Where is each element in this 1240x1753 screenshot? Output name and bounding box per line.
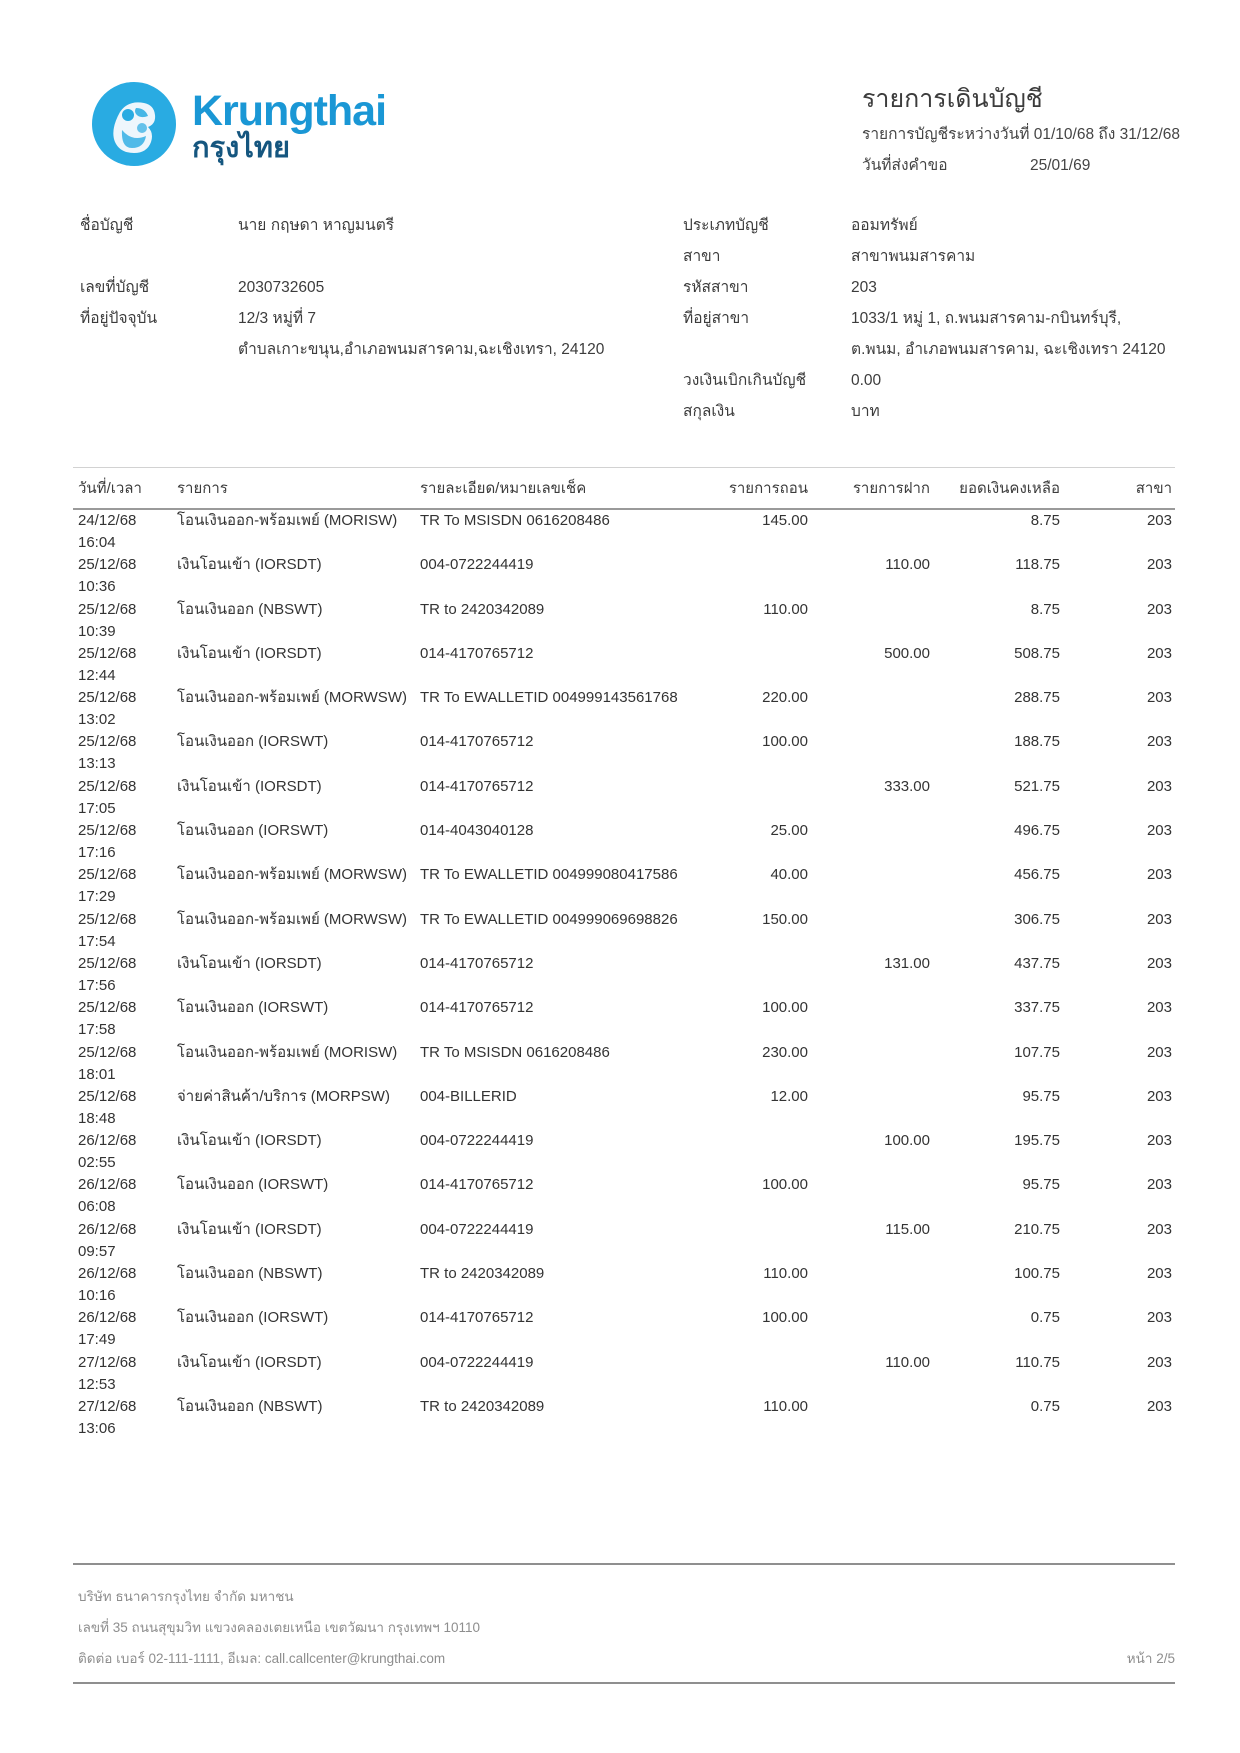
table-row <box>73 510 1175 554</box>
account-field-label <box>80 241 238 272</box>
cell-date: 26/12/68 <box>78 1176 137 1194</box>
cell-time: 18:01 <box>78 1065 116 1083</box>
cell-description: โอนเงินออก-พร้อมเพย์ (MORISW) <box>177 512 398 529</box>
cell-deposit <box>808 1263 930 1285</box>
cell-withdrawal <box>620 1352 808 1374</box>
cell-deposit <box>808 864 930 886</box>
table-row <box>73 1042 1175 1086</box>
cell-date: 25/12/68 <box>78 733 137 751</box>
account-field-value: 1033/1 หมู่ 1, ถ.พนมสารคาม-กบินทร์บุรี, <box>851 310 1122 327</box>
cell-branch: 203 <box>1146 644 1172 662</box>
cell-time: 02:55 <box>78 1154 116 1172</box>
footer-company: บริษัท ธนาคารกรุงไทย จำกัด มหาชน <box>78 1589 294 1605</box>
account-field-label: สกุลเงิน <box>683 403 735 420</box>
cell-time: 17:58 <box>78 1021 116 1039</box>
cell-time: 16:04 <box>78 534 116 551</box>
cell-withdrawal: 100.00 <box>762 999 808 1017</box>
table-row <box>73 1396 1175 1440</box>
cell-deposit <box>808 997 930 1019</box>
table-row <box>73 731 1175 775</box>
page-title: รายการเดินบัญชี <box>862 85 1043 113</box>
cell-time: 17:49 <box>78 1331 116 1349</box>
cell-description: โอนเงินออก (NBSWT) <box>177 600 323 618</box>
cell-description: เงินโอนเข้า (IORSDT) <box>177 1132 322 1150</box>
statement-header <box>0 0 1240 210</box>
cell-withdrawal <box>620 643 808 665</box>
cell-branch: 203 <box>1146 954 1172 972</box>
cell-branch: 203 <box>1146 1132 1172 1150</box>
table-row <box>73 953 1175 997</box>
cell-time: 12:44 <box>78 666 116 684</box>
account-field-value: บาท <box>851 403 880 420</box>
cell-detail: TR to 2420342089 <box>420 600 545 618</box>
cell-withdrawal: 12.00 <box>770 1087 808 1105</box>
account-field-value: 0.00 <box>851 372 882 389</box>
column-header-branch: สาขา <box>1135 480 1172 497</box>
page-number: หน้า 2/5 <box>1126 1651 1175 1667</box>
cell-detail: TR to 2420342089 <box>420 1397 545 1415</box>
cell-deposit <box>808 1174 930 1196</box>
account-field-value: 2030732605 <box>238 279 325 296</box>
cell-time: 10:39 <box>78 622 116 640</box>
account-field-value: ต.พนม, อำเภอพนมสารคาม, ฉะเชิงเทรา 24120 <box>851 341 1166 358</box>
cell-date: 25/12/68 <box>78 600 137 618</box>
account-field-label <box>80 334 238 365</box>
account-field-label <box>80 396 238 427</box>
cell-deposit <box>808 599 930 621</box>
cell-description: เงินโอนเข้า (IORSDT) <box>177 644 322 662</box>
table-row <box>73 1307 1175 1351</box>
account-field-value <box>238 396 683 427</box>
cell-deposit: 115.00 <box>885 1220 930 1238</box>
cell-balance: 110.75 <box>1015 1353 1060 1371</box>
cell-detail: TR To MSISDN 0616208486 <box>420 1043 610 1061</box>
cell-withdrawal: 110.00 <box>763 600 808 618</box>
cell-detail: TR To EWALLETID 004999069698826 <box>420 910 678 928</box>
cell-deposit: 333.00 <box>884 777 930 795</box>
table-row <box>73 1352 1175 1396</box>
cell-balance: 188.75 <box>1014 733 1060 751</box>
cell-description: โอนเงินออก (IORSWT) <box>177 999 329 1017</box>
statement-period: รายการบัญชีระหว่างวันที่ 01/10/68 ถึง 31/12/68 <box>862 126 1180 143</box>
cell-date: 26/12/68 <box>78 1265 137 1283</box>
account-field-label: เลขที่บัญชี <box>80 279 150 296</box>
cell-branch: 203 <box>1146 999 1172 1017</box>
column-header-deposit: รายการฝาก <box>852 480 930 497</box>
cell-withdrawal: 100.00 <box>762 1176 808 1194</box>
cell-date: 25/12/68 <box>78 822 137 840</box>
cell-branch: 203 <box>1146 1265 1172 1283</box>
cell-detail: 014-4170765712 <box>420 733 534 751</box>
cell-balance: 496.75 <box>1014 822 1060 840</box>
cell-deposit <box>808 820 930 842</box>
account-field-label: ชื่อบัญชี <box>80 217 134 234</box>
cell-description: โอนเงินออก (NBSWT) <box>177 1397 323 1415</box>
cell-branch: 203 <box>1146 556 1172 574</box>
table-row <box>73 997 1175 1041</box>
cell-withdrawal: 110.00 <box>763 1265 808 1283</box>
cell-time: 09:57 <box>78 1242 116 1260</box>
cell-time: 12:53 <box>78 1375 116 1393</box>
table-row <box>73 1130 1175 1174</box>
cell-detail: 014-4043040128 <box>420 822 534 840</box>
cell-detail: 014-4170765712 <box>420 1176 534 1194</box>
cell-deposit <box>808 687 930 709</box>
footer-address: เลขที่ 35 ถนนสุขุมวิท แขวงคลองเตยเหนือ เขตวัฒนา กรุงเทพฯ 10110 <box>78 1620 481 1636</box>
cell-detail: 004-0722244419 <box>420 1353 534 1371</box>
cell-description: เงินโอนเข้า (IORSDT) <box>177 954 322 972</box>
table-row <box>73 864 1175 908</box>
cell-date: 25/12/68 <box>78 954 137 972</box>
cell-branch: 203 <box>1146 1397 1172 1415</box>
account-field-label: วงเงินเบิกเกินบัญชี <box>683 372 807 389</box>
cell-balance: 210.75 <box>1014 1220 1060 1238</box>
cell-detail: 014-4170765712 <box>420 954 534 972</box>
cell-deposit <box>808 1396 930 1418</box>
cell-deposit: 110.00 <box>885 556 930 574</box>
account-field-label <box>683 334 851 365</box>
brand-name-en: Krungthai <box>192 87 387 135</box>
cell-date: 27/12/68 <box>78 1397 137 1415</box>
footer-contact: ติดต่อ เบอร์ 02-111-1111, อีเมล: call.callcenter@krungthai.com <box>78 1651 446 1667</box>
cell-deposit: 100.00 <box>884 1132 930 1150</box>
cell-branch: 203 <box>1146 1176 1172 1194</box>
cell-withdrawal <box>620 1130 808 1152</box>
cell-withdrawal: 220.00 <box>762 689 808 707</box>
cell-description: โอนเงินออก (NBSWT) <box>177 1265 323 1283</box>
cell-branch: 203 <box>1146 512 1172 529</box>
cell-date: 25/12/68 <box>78 999 137 1017</box>
cell-branch: 203 <box>1146 600 1172 618</box>
statement-title-block <box>862 82 1192 177</box>
table-row <box>73 1086 1175 1130</box>
cell-withdrawal: 230.00 <box>762 1043 808 1061</box>
cell-description: โอนเงินออก-พร้อมเพย์ (MORWSW) <box>177 910 407 928</box>
cell-description: จ่ายค่าสินค้า/บริการ (MORPSW) <box>177 1087 390 1105</box>
cell-withdrawal <box>620 776 808 798</box>
cell-deposit <box>808 909 930 931</box>
brand-name-th: กรุงไทย <box>192 132 290 164</box>
cell-deposit: 110.00 <box>885 1353 930 1371</box>
cell-description: โอนเงินออก (IORSWT) <box>177 733 329 751</box>
column-header-date: วันที่/เวลา <box>78 480 142 497</box>
cell-time: 10:36 <box>78 578 116 596</box>
cell-deposit: 500.00 <box>884 644 930 662</box>
account-field-value <box>238 365 683 396</box>
cell-date: 26/12/68 <box>78 1309 137 1327</box>
account-field-label: ที่อยู่ปัจจุบัน <box>80 310 158 327</box>
cell-branch: 203 <box>1146 1353 1172 1371</box>
cell-balance: 8.75 <box>1030 600 1060 618</box>
account-field-value: ตำบลเกาะขนุน,อำเภอพนมสารคาม,ฉะเชิงเทรา, 24120 <box>238 341 605 358</box>
table-row <box>73 1174 1175 1218</box>
cell-date: 27/12/68 <box>78 1353 137 1371</box>
column-header-detail: รายละเอียด/หมายเลขเช็ค <box>420 480 587 497</box>
column-header-balance: ยอดเงินคงเหลือ <box>959 480 1060 497</box>
account-field-value: สาขาพนมสารคาม <box>851 248 976 265</box>
cell-balance: 456.75 <box>1014 866 1060 884</box>
cell-date: 25/12/68 <box>78 689 137 707</box>
cell-detail: TR To MSISDN 0616208486 <box>420 512 610 529</box>
cell-balance: 118.75 <box>1015 556 1060 574</box>
table-row <box>73 687 1175 731</box>
account-field-value: นาย กฤษดา หาญมนตรี <box>238 217 395 234</box>
request-date-value: 25/01/69 <box>1030 157 1091 174</box>
table-row <box>73 554 1175 598</box>
cell-branch: 203 <box>1146 777 1172 795</box>
cell-time: 10:16 <box>78 1287 116 1305</box>
cell-branch: 203 <box>1146 1043 1172 1061</box>
cell-detail: TR to 2420342089 <box>420 1265 545 1283</box>
column-header-description: รายการ <box>177 480 228 497</box>
cell-detail: 004-0722244419 <box>420 556 534 574</box>
cell-balance: 288.75 <box>1014 689 1060 707</box>
cell-withdrawal: 145.00 <box>762 512 808 529</box>
table-row <box>73 776 1175 820</box>
cell-date: 25/12/68 <box>78 1087 137 1105</box>
cell-detail: 014-4170765712 <box>420 644 534 662</box>
account-field-label <box>80 365 238 396</box>
cell-description: โอนเงินออก-พร้อมเพย์ (MORISW) <box>177 1043 398 1061</box>
krungthai-logo-icon <box>92 82 176 166</box>
cell-date: 26/12/68 <box>78 1220 137 1238</box>
cell-detail: 014-4170765712 <box>420 1309 534 1327</box>
cell-date: 25/12/68 <box>78 777 137 795</box>
cell-time: 06:08 <box>78 1198 116 1216</box>
cell-description: โอนเงินออก (IORSWT) <box>177 822 329 840</box>
krungthai-logo <box>92 82 386 166</box>
account-info-grid <box>73 210 1177 427</box>
cell-date: 25/12/68 <box>78 1043 137 1061</box>
cell-description: เงินโอนเข้า (IORSDT) <box>177 777 322 795</box>
cell-description: เงินโอนเข้า (IORSDT) <box>177 556 322 574</box>
cell-date: 25/12/68 <box>78 910 137 928</box>
request-date-row <box>862 155 1192 177</box>
cell-time: 13:02 <box>78 711 116 729</box>
cell-date: 24/12/68 <box>78 512 137 529</box>
cell-balance: 95.75 <box>1022 1087 1060 1105</box>
account-field-value: 203 <box>851 279 877 296</box>
account-field-value: 12/3 หมู่ที่ 7 <box>238 310 317 327</box>
cell-branch: 203 <box>1146 1220 1172 1238</box>
transactions-table <box>73 467 1175 1440</box>
cell-balance: 521.75 <box>1014 777 1060 795</box>
cell-date: 25/12/68 <box>78 866 137 884</box>
cell-branch: 203 <box>1146 866 1172 884</box>
cell-description: โอนเงินออก-พร้อมเพย์ (MORWSW) <box>177 866 407 884</box>
cell-deposit <box>808 731 930 753</box>
cell-branch: 203 <box>1146 689 1172 707</box>
cell-balance: 95.75 <box>1022 1176 1060 1194</box>
cell-detail: 004-0722244419 <box>420 1220 534 1238</box>
page-footer <box>73 1563 1175 1684</box>
cell-withdrawal: 100.00 <box>762 733 808 751</box>
table-row <box>73 1219 1175 1263</box>
cell-detail: 004-0722244419 <box>420 1132 534 1150</box>
request-date-label: วันที่ส่งคำขอ <box>862 157 948 174</box>
cell-description: โอนเงินออก-พร้อมเพย์ (MORWSW) <box>177 689 407 707</box>
cell-branch: 203 <box>1146 910 1172 928</box>
cell-balance: 508.75 <box>1014 644 1060 662</box>
account-field-label: สาขา <box>683 248 721 265</box>
cell-withdrawal <box>620 953 808 975</box>
cell-time: 17:29 <box>78 888 116 906</box>
account-field-value: ออมทรัพย์ <box>851 217 918 234</box>
account-field-label: ที่อยู่สาขา <box>683 310 750 327</box>
cell-deposit <box>808 1086 930 1108</box>
account-field-label: รหัสสาขา <box>683 279 749 296</box>
cell-withdrawal <box>620 554 808 576</box>
cell-withdrawal: 100.00 <box>762 1309 808 1327</box>
cell-description: โอนเงินออก (IORSWT) <box>177 1309 329 1327</box>
cell-time: 17:56 <box>78 976 116 994</box>
cell-detail: TR To EWALLETID 004999080417586 <box>420 866 678 884</box>
table-row <box>73 643 1175 687</box>
cell-deposit <box>808 1042 930 1064</box>
cell-branch: 203 <box>1146 733 1172 751</box>
cell-time: 17:16 <box>78 844 116 862</box>
cell-date: 25/12/68 <box>78 556 137 574</box>
cell-detail: 014-4170765712 <box>420 777 534 795</box>
cell-description: เงินโอนเข้า (IORSDT) <box>177 1353 322 1371</box>
table-row <box>73 599 1175 643</box>
account-field-label: ประเภทบัญชี <box>683 217 769 234</box>
cell-withdrawal: 25.00 <box>770 822 808 840</box>
table-row <box>73 1263 1175 1307</box>
cell-description: เงินโอนเข้า (IORSDT) <box>177 1220 322 1238</box>
cell-time: 18:48 <box>78 1109 116 1127</box>
cell-branch: 203 <box>1146 1309 1172 1327</box>
cell-withdrawal: 150.00 <box>762 910 808 928</box>
cell-date: 25/12/68 <box>78 644 137 662</box>
cell-balance: 0.75 <box>1030 1309 1060 1327</box>
transactions-body <box>73 510 1175 1440</box>
column-header-withdrawal: รายการถอน <box>728 480 808 497</box>
cell-detail: 004-BILLERID <box>420 1087 517 1105</box>
cell-balance: 100.75 <box>1014 1265 1060 1283</box>
account-field-value <box>238 241 683 272</box>
cell-detail: 014-4170765712 <box>420 999 534 1017</box>
cell-time: 17:54 <box>78 932 116 950</box>
cell-deposit <box>808 1307 930 1329</box>
cell-balance: 306.75 <box>1014 910 1060 928</box>
cell-deposit <box>808 510 930 532</box>
cell-withdrawal: 40.00 <box>770 866 808 884</box>
cell-balance: 337.75 <box>1014 999 1060 1017</box>
cell-time: 17:05 <box>78 799 116 817</box>
brand-wordmark <box>192 87 387 165</box>
cell-balance: 8.75 <box>1030 512 1060 529</box>
cell-date: 26/12/68 <box>78 1132 137 1150</box>
cell-balance: 195.75 <box>1014 1132 1060 1150</box>
cell-balance: 0.75 <box>1030 1397 1060 1415</box>
cell-deposit: 131.00 <box>884 954 930 972</box>
cell-branch: 203 <box>1146 1087 1172 1105</box>
cell-detail: TR To EWALLETID 004999143561768 <box>420 689 678 707</box>
cell-description: โอนเงินออก (IORSWT) <box>177 1176 329 1194</box>
cell-withdrawal <box>620 1219 808 1241</box>
table-header-row <box>73 468 1175 508</box>
cell-time: 13:06 <box>78 1419 116 1437</box>
cell-balance: 437.75 <box>1014 954 1060 972</box>
cell-balance: 107.75 <box>1014 1043 1060 1061</box>
cell-branch: 203 <box>1146 822 1172 840</box>
table-row <box>73 820 1175 864</box>
cell-withdrawal: 110.00 <box>763 1397 808 1415</box>
table-row <box>73 909 1175 953</box>
cell-time: 13:13 <box>78 755 116 773</box>
